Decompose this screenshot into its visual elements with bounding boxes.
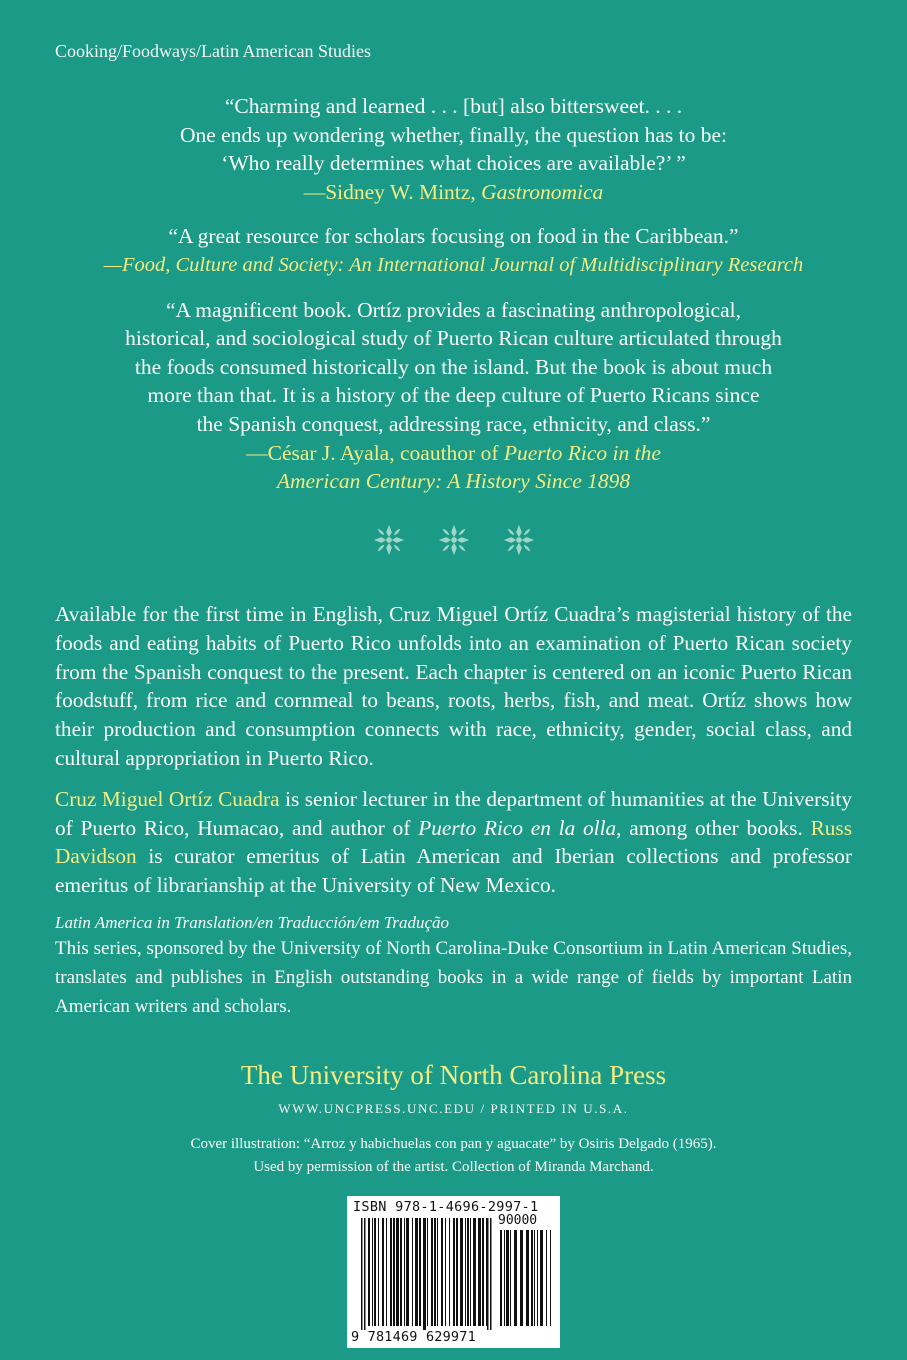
author-name: Cruz Miguel Ortíz Cuadra <box>55 786 280 811</box>
quote-line: the foods consumed historically on the island. But the book is about much <box>134 354 773 379</box>
fleuron-icon <box>370 521 408 559</box>
cover-credit <box>0 1133 907 1179</box>
book-description: Available for the first time in English, Cruz Miguel Ortíz Cuadra’s magisterial history of the foods and eating habits of Puerto Rico unfolds into an examination of Puerto Rican society from the Spanish conquest to the present. Each chapter is centered on an iconic Puerto Rican foodstuff, from rice and cornmeal to beans, roots, herbs, fish, and meat. Ortíz shows how their production and consumption connects with race, ethnicity, gender, social class, and cultural appropriation in Puerto Rico. <box>55 602 852 770</box>
quote-line: historical, and sociological study of Puerto Rican culture articulated through <box>125 326 782 351</box>
quote-line: “A great resource for scholars focusing on food in the Caribbean.” <box>168 224 739 249</box>
publisher-name: The University of North Carolina Press <box>240 1060 667 1090</box>
attribution-name: —César J. Ayala, coauthor of <box>246 440 504 465</box>
review-quotes <box>40 92 867 512</box>
quote-line: “Charming and learned . . . [but] also bittersweet. . . . <box>224 94 683 118</box>
quote-attribution-cont <box>40 467 867 496</box>
bio-text: is curator emeritus of Latin American and Iberian collections and professor emeritus of librarianship at the University of New Mexico. <box>55 844 852 898</box>
ornament-row <box>0 521 907 559</box>
ean-digits: 9 781469 629971 <box>351 1329 476 1345</box>
credit-line: Used by permission of the artist. Collection of Miranda Marchand. <box>253 1159 654 1175</box>
quote-attribution <box>40 439 867 468</box>
isbn-barcode <box>347 1196 560 1348</box>
series-title: Latin America in Translation/en Traducción/em Tradução <box>55 912 450 932</box>
quote-line: the Spanish conquest, addressing race, ethnicity, and class.” <box>196 411 711 436</box>
attribution-source: Puerto Rico in the <box>503 440 661 465</box>
publisher-url: WWW.UNCPRESS.UNC.EDU / PRINTED IN U.S.A. <box>278 1101 629 1116</box>
attribution-name: —Sidney W. Mintz, <box>303 179 482 204</box>
review-quote-food-culture <box>40 222 867 279</box>
author-bio <box>55 785 852 900</box>
main-copy <box>55 600 852 1021</box>
author-book-title: Puerto Rico en la olla <box>418 815 617 840</box>
fleuron-icon <box>500 521 538 559</box>
quote-attribution: —Food, Culture and Society: An International Journal of Multidisciplinary Research <box>103 253 804 276</box>
quote-line: ‘Who really determines what choices are available?’ ” <box>221 151 686 176</box>
quote-line: more than that. It is a history of the deep culture of Puerto Ricans since <box>147 383 760 408</box>
quote-line: “A magnificent book. Ortíz provides a fascinating anthropological, <box>166 297 741 322</box>
addon-digits: 90000 <box>498 1213 538 1228</box>
review-quote-mintz <box>40 92 867 206</box>
credit-line: Cover illustration: “Arroz y habichuelas con pan y aguacate” by Osiris Delgado (1965). <box>190 1136 717 1152</box>
fleuron-icon <box>435 521 473 559</box>
translator-name: Russ Davidson <box>55 815 852 869</box>
review-quote-ayala <box>40 296 867 496</box>
attribution-source: American Century: A History Since 1898 <box>276 469 631 494</box>
category-label: Cooking/Foodways/Latin American Studies <box>55 41 371 61</box>
quote-line: One ends up wondering whether, finally, the question has to be: <box>179 122 728 147</box>
bio-text: , among other books. <box>616 815 811 840</box>
attribution-source: Gastronomica <box>481 179 604 204</box>
quote-attribution <box>40 178 867 207</box>
bio-text: is senior lecturer in the department of humanities at the University of Puerto Rico, Humacao, and author of <box>55 786 852 840</box>
isbn-number: ISBN 978-1-4696-2997-1 <box>353 1199 539 1215</box>
series-description: This series, sponsored by the University of North Carolina-Duke Consortium in Latin American Studies, translates and publishes in English outstanding books in a wide range of fields by important Latin American writers and scholars. <box>55 937 852 1017</box>
